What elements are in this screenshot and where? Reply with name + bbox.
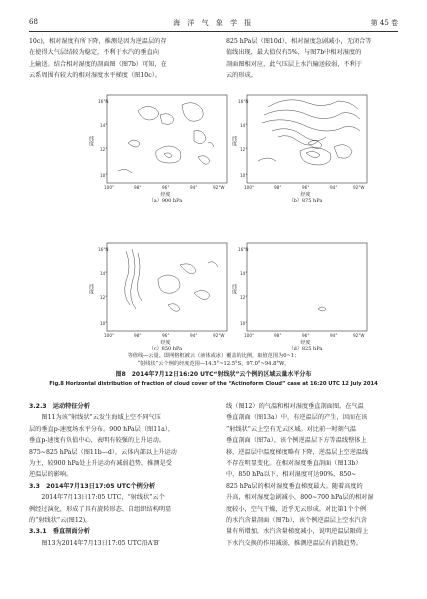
xtick: 96° — [302, 333, 310, 338]
figure-caption — [29, 371, 398, 388]
caption-line: 等值线—云量。即网格框被云（液体或冰）覆盖的比例，取值范围为0~1； — [127, 353, 300, 359]
text-line: 逆温层的影响。 — [29, 471, 73, 479]
text-line: 剖面图相对应，此气压层上水汽输送较弱，不利于 — [226, 60, 363, 68]
header-rule — [29, 31, 398, 32]
ytick: 14° — [240, 271, 248, 276]
caption-title-cn: 图8 2014年7月12日16:20 UTC“射线状”云个例的区域云量水平分布 — [115, 371, 312, 378]
xtick: 94° — [330, 185, 338, 190]
text-line: 825 hPa层（图10d），相对湿度急剧减小，无闭合等 — [226, 38, 372, 45]
panel-a-plot — [98, 91, 233, 200]
page-number: 68 — [29, 18, 38, 26]
panel-b-label: （b）875 hPa — [288, 198, 323, 204]
xtick: 96° — [162, 185, 170, 190]
panel-d-plot — [238, 239, 373, 348]
ytick: 10° — [100, 321, 108, 326]
figure-note — [29, 353, 398, 368]
text-line: 云的形成。 — [226, 72, 257, 80]
text-line: 量有所增加，水汽含量梯度减小，说明逆温层限碍上 — [226, 528, 369, 536]
text-line: “射线状”云上空有无云区域。对比前一时刻气温 — [226, 425, 357, 433]
panel-a — [98, 91, 233, 204]
text-line: 的“射线状”云(图12)。 — [29, 517, 92, 525]
section-heading: 3.3 2014年7月13日17:05 UTC个例分析 — [29, 482, 156, 490]
text-line: 在使得大气层结较为稳定，不利于水汽的垂直向 — [29, 49, 159, 57]
panel-b-ylabel: 纬度 — [231, 136, 237, 146]
ytick: 14° — [100, 271, 108, 276]
xtick: 98° — [274, 185, 282, 190]
xtick: 98° — [134, 333, 142, 338]
ytick: 12° — [240, 147, 248, 152]
text-line: 升高，相对湿度急剧减小，800~700 hPa层的相对湿 — [226, 494, 374, 502]
caption-line: “射线状”云个例的经度范围—14.5°~12.5°S，97.0°~94.8°W。 — [137, 360, 290, 367]
xtick: 98° — [274, 333, 282, 338]
xtick: 92°W — [213, 333, 225, 338]
xtick: 96° — [302, 185, 310, 190]
left-column-bottom — [29, 401, 201, 549]
ytick: 10° — [240, 173, 248, 178]
text-line: 云系周围有较大的相对湿度水平梯度（图10c）。 — [29, 72, 161, 80]
text-line: 垂直剖面（图13a）中，有逆温层的产生，因而在该 — [226, 414, 368, 422]
xtick: 94° — [190, 333, 198, 338]
text-line: 中，850 hPa以下，相对湿度可达90%，850~ — [226, 471, 357, 479]
ytick: 12° — [100, 295, 108, 300]
text-line: 度较小，空气干燥，近乎无云形成。对比第1个个例 — [226, 505, 367, 513]
ytick: 12° — [100, 147, 108, 152]
text-line: 下水汽交换的作用减弱，推测逆温层有消散趋势。 — [226, 539, 363, 547]
text-line: 10c)，相对湿度有所下降，推测是因为逆温层的存 — [29, 38, 167, 45]
text-line: 为主，较900 hPa处上升运动有减弱趋势，推测是受 — [29, 460, 172, 468]
xtick: 94° — [190, 185, 198, 190]
text-line: 上输送。结合相对湿度的剖面图（图7b）可知，在 — [29, 60, 167, 68]
text-line: 的水汽含量剖面（图7b），该个例逆温层上空水汽含 — [226, 517, 367, 525]
ytick: 12° — [240, 295, 248, 300]
text-line: 825 hPa层的相对湿度垂直梯度最大。随着高度的 — [226, 482, 363, 490]
xtick: 94° — [330, 333, 338, 338]
text-line: 值线出现，最大值仅有5%，与图7b中相对湿度的 — [226, 49, 362, 57]
ytick: 16°N — [98, 247, 109, 252]
ytick: 16°N — [98, 99, 109, 104]
panel-d-ylabel: 纬度 — [231, 284, 237, 294]
text-line: 移，逆温层中温度梯度略有下降，逆温层上空逆温线 — [226, 448, 369, 456]
panel-a-ylabel: 纬度 — [88, 136, 94, 146]
panel-d-label: （d）825 hPa — [288, 346, 323, 352]
ytick: 16°N — [238, 247, 249, 252]
panel-a-label: （a）900 hPa — [148, 198, 183, 204]
xtick: 100° — [104, 333, 115, 338]
left-column-top — [29, 36, 201, 82]
panel-b-plot — [238, 91, 373, 200]
xtick: 100° — [244, 333, 255, 338]
running-header — [0, 18, 427, 30]
panel-b — [238, 91, 373, 204]
text-line: 875~825 hPa层（图11b—d），云体内部以上升运动 — [29, 448, 177, 456]
text-line: 2014年7月13日17:05 UTC，“射线状”云个 — [41, 494, 165, 502]
panel-d-xlabel: 经度 — [300, 340, 311, 346]
panel-c-plot — [98, 239, 233, 348]
xtick: 100° — [244, 185, 255, 190]
text-line: 层的垂直p-速度场水平分布。900 hPa层（图11a）， — [29, 425, 175, 433]
xtick: 96° — [162, 333, 170, 338]
panel-a-xlabel: 经度 — [160, 192, 171, 198]
caption-title-en: Fig.8 Horizontal distribution of fraction of cloud cover of the “Actinoform Cloud” case at 16:20 UTC 12 July 2014 — [49, 380, 378, 387]
text-line: 垂直剖面（图7a），该个例逆温层下方等温线整体上 — [226, 437, 367, 445]
panel-c-xlabel: 经度 — [160, 340, 171, 346]
xtick: 92°W — [353, 333, 365, 338]
xtick: 92°W — [353, 185, 365, 190]
xtick: 100° — [104, 185, 115, 190]
text-line: 不存在明显变化。在相对湿度垂直剖面（图13b） — [226, 460, 362, 468]
ytick: 14° — [100, 123, 108, 128]
right-column-bottom — [226, 401, 398, 549]
text-line: 图11为该“射线状”云发生海域上空不同气压 — [41, 414, 161, 422]
ytick: 16°N — [238, 99, 249, 104]
panel-d — [238, 239, 373, 352]
text-line: 例经过演化，形成了具有旋转形态、自组织结构明显 — [29, 505, 172, 513]
section-heading: 3.2.3 运动特征分析 — [29, 403, 90, 410]
text-line: 图13为2014年7月13日17:05 UTC沿A′B′ — [41, 539, 160, 547]
ytick: 14° — [240, 123, 248, 128]
xtick: 92°W — [213, 185, 225, 190]
section-heading: 3.3.1 垂直剖面分析 — [29, 528, 90, 536]
text-line: 线（图12）的气温和相对湿度垂直剖面图。在气温 — [226, 403, 364, 410]
xtick: 98° — [134, 185, 142, 190]
right-column-top — [226, 36, 398, 82]
panel-c-label: （c）850 hPa — [148, 346, 183, 352]
panel-c-ylabel: 纬度 — [88, 284, 94, 294]
volume-label: 第 45 卷 — [370, 19, 398, 27]
panel-b-xlabel: 经度 — [300, 192, 311, 198]
panel-c — [98, 239, 233, 352]
ytick: 10° — [240, 321, 248, 326]
ytick: 10° — [100, 173, 108, 178]
text-line: 垂直p-速度有负值中心，表明有较强的上升运动。 — [29, 437, 165, 445]
journal-title: 海 洋 气 象 学 报 — [173, 19, 254, 27]
